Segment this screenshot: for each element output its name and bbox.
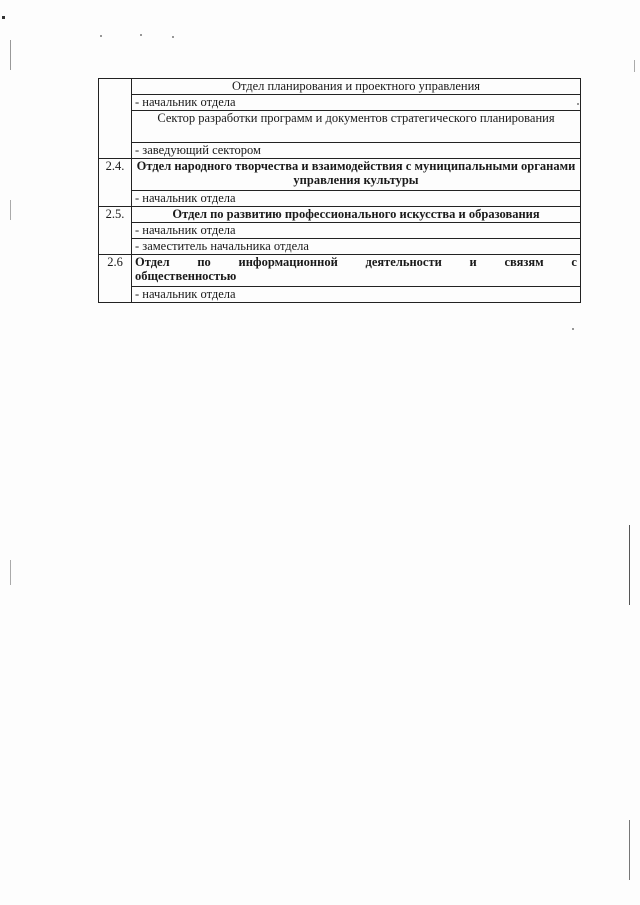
staff-structure-table	[98, 78, 581, 303]
table-row	[99, 207, 581, 223]
position-cell: - начальник отдела	[132, 191, 581, 207]
department-title: Отдел по развитию профессионального искусства и образования	[132, 207, 581, 223]
word: информационной	[238, 255, 338, 269]
department-title: Отдел планирования и проектного управления	[132, 79, 581, 95]
scan-mark	[2, 16, 5, 19]
scan-edge-line	[634, 60, 635, 72]
justified-line	[135, 255, 577, 269]
table-row	[99, 191, 581, 207]
word: деятельности	[365, 255, 442, 269]
table-row	[99, 239, 581, 255]
table-row	[99, 159, 581, 191]
scan-edge-line	[10, 200, 11, 220]
scan-edge-line	[10, 40, 11, 70]
scan-dot	[140, 34, 142, 36]
position-cell: - начальник отдела	[132, 287, 581, 303]
word: и	[469, 255, 477, 269]
table-row	[99, 143, 581, 159]
word: Отдел	[135, 255, 170, 269]
row-number: 2.6	[99, 255, 132, 303]
scan-dot	[100, 35, 102, 37]
position-cell: - начальник отдела	[132, 223, 581, 239]
table-row	[99, 111, 581, 143]
word: с	[571, 255, 577, 269]
scan-edge-line	[10, 560, 11, 585]
scan-dot	[172, 36, 174, 38]
word: по	[197, 255, 211, 269]
department-title-justified	[132, 255, 581, 287]
table-row	[99, 223, 581, 239]
table-row	[99, 287, 581, 303]
position-cell: - заместитель начальника отдела	[132, 239, 581, 255]
justified-tail: общественностью	[135, 269, 237, 283]
table-row	[99, 95, 581, 111]
word: связям	[504, 255, 544, 269]
row-number: 2.4.	[99, 159, 132, 207]
table-row	[99, 255, 581, 287]
scan-dot	[572, 328, 574, 330]
scan-edge-line	[629, 525, 630, 605]
department-title: Отдел народного творчества и взаимодействия с муниципальными органами управления культуры	[132, 159, 581, 191]
sector-title: Сектор разработки программ и документов стратегического планирования	[132, 111, 581, 143]
row-number: 2.5.	[99, 207, 132, 255]
scan-edge-line	[629, 820, 630, 880]
position-cell: - заведующий сектором	[132, 143, 581, 159]
row-number-empty	[99, 79, 132, 159]
table-row	[99, 79, 581, 95]
position-cell: - начальник отдела	[132, 95, 581, 111]
